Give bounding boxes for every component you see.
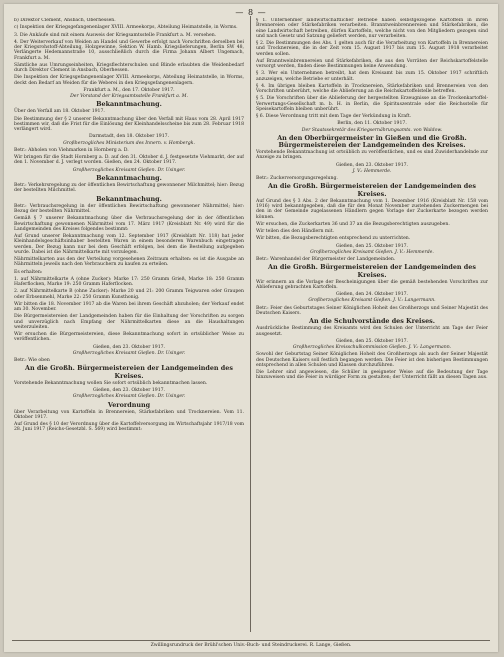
page-number: — 8 — — [235, 8, 267, 17]
dateline: Gießen, den 25. Oktober 1917. — [336, 243, 408, 249]
paragraph: Die Lehrer sind angewiesen, die Schüler in geeigneter Weise auf die Bedeutung der Tage hinzuweisen und die Feier in würdiger Form zu gestalten; der Unterricht fällt an diesen Tagen aus. — [256, 370, 488, 381]
paragraph: Betr.: Verkehrsregelung zu der öffentlichen Bewirtschaftung gewonnener Milchmittel; hier: Bezug der bestellten Milchmittel. — [14, 183, 244, 194]
paragraph: b) Direktor Clement, Ansbach, Oberhessen. — [14, 18, 116, 23]
section-heading: An die Großh. Bürgermeistereien der Landgemeinden des Kreises. — [268, 182, 476, 198]
paragraph: Vorstehende Bekanntmachung wollen Sie sofort ortsüblich bekanntmachen lassen. — [14, 380, 208, 386]
dateline: Gießen, den 23. Oktober 1917. — [93, 388, 165, 394]
paragraph: § 2. Die Bestimmungen des Abs. 1 gelten auch für die Verarbeitung von Kartoffeln in Brennereien und Trocknereien, die in der Zeit vom 15. August 1917 bis zum 15. August 1918 verarbeitet werden sollen. — [256, 41, 488, 57]
paragraph: Auf Grund des § 10 der Verordnung über die Kartoffelversorgung im Wirtschaftsjahr 1917/18 vom 28. Juni 1917 (Reichs-Gesetzbl. S. 569) wird bestimmt: — [14, 422, 244, 433]
paragraph: Betr.: Verbrauchsregelung in der öffentlichen Bewirtschaftung gewonnener Nährmittel; hier: Bezug der bestellten Nährmittel. — [14, 203, 244, 215]
paragraph: § 3. Wer ein Unternehmen betreibt, hat dem Kreisamt bis zum 15. Oktober 1917 schriftlich anzuzeigen, welche Betriebe er unterhält. — [256, 71, 488, 82]
paragraph: Ausdrückliche Bestimmung des Kreisamts wird den Schulen der Unterricht am Tage der Feier ausgesetzt. — [256, 326, 488, 337]
paragraph: Die Bürgermeistereien der Landgemeinden haben für die Einhaltung der Vorschriften zu sorgen und unverzüglich nach Empfang der Nährmittelkarten diese an die Haushaltungen weiterzuleiten. — [14, 314, 244, 330]
paragraph: Die Inspektion der Kriegsgefangenenlager XVIII. Armeekorps, Abteilung Heimatstelle, in Worms, deckt den Bedarf an Weiden für die Weberei in den Kriegsgefangenenlagern. — [14, 75, 244, 86]
dateline: Frankfurt a. M., den 17. Oktober 1917. — [83, 87, 175, 93]
paragraph: Vorstehende Bekanntmachung ist ortsüblich zu veröffentlichen, und es sind Zuwiderhandelnde zur Anzeige zu bringen. — [256, 150, 488, 161]
paragraph: § 4. Im übrigen bleiben Kartoffeln in Trocknereien, Stärkefabriken und Brennereien von den Vorschriften unberührt, welche die Ablieferung an die Reichskartoffelstelle betreffen. — [256, 83, 488, 94]
signature: J. V.: Hemmerde. — [352, 168, 392, 174]
paragraph: Auf Grund des § 3 Abs. 2 der Bekanntmachung vom 1. Dezember 1916 (Kreisblatt Nr. 158 vom 1916) wird bekanntgegeben, daß die für den Monat November zustehenden Zuckermengen bei den in der Gemeinde zugelassenen Händlern gegen Vorlage der Zuckerkarte bezogen werden können. — [256, 198, 488, 220]
paragraph: Wir ersuchen, die Zuckerkarten 36 und 37 an die Bezugsberechtigten auszugeben. — [256, 221, 450, 227]
dateline: Berlin, den 11. Oktober 1917. — [337, 121, 407, 127]
paragraph: Sämtliche aus Umrungseinheiten, Kriegsflechterschulen und Blinde erlaubten die Weidenbedarf durch Direktor Clement in Ansbach, Oberhessen. — [14, 62, 244, 73]
paragraph: Betr.: Warenhandel der Bürgermeister der Landgemeinden. — [256, 257, 396, 263]
paragraph: Wir erinnern an die Vorlage der Bescheinigungen über die gemäß bestehenden Vorschriften zur Ablieferung gebrachten Kartoffeln. — [256, 279, 488, 290]
signature: Großherzogliches Ministerium des Innern. v. Hombergk. — [63, 140, 195, 146]
paragraph: Auf Grund unserer Bekanntmachung vom 12. September 1917 (Kreisblatt Nr. 118) hat jeder Kleinhandelsgeschäftsinhaber bestellten Waren in einem besonderen Warenbuch eingetragen werden. Der Bezug kann nur bei dem Geschäft erfolgen, bei dem die Bestellung aufgegeben wurde. Dabei ist die Nährmittelkarte mit vorzulegen. — [14, 234, 244, 255]
section-heading: Bekanntmachung. — [96, 100, 162, 109]
paragraph: über Verarbeitung von Kartoffeln in Brennereien, Stärkefabriken und Trocknereien. Vom 11. Oktober 1917. — [14, 409, 244, 420]
paragraph: Gemäß § 7 unserer Bekanntmachung über die Verbrauchsregelung der in der öffentlichen Bewirtschaftung gewonnenen Nährmittel vom 17. März 1917 (Kreisblatt Nr. 49) wird für die Landgemeinden des Kreises folgendes bestimmt: — [14, 216, 244, 232]
signature: Großherzogliches Kreisamt Gießen. Dr. Usinger. — [72, 167, 186, 173]
dateline: Gießen, den 23. Oktober 1917. — [93, 344, 165, 350]
section-heading: An den Oberbürgermeister in Gießen und die Großh. Bürgermeistereien der Landgemeinden des Kreises. — [277, 133, 467, 149]
printer-imprint: Zwillingsrundruck der Brühl'schen Univ.-Buch- und Steindruckerei. R. Lange, Gießen. — [12, 640, 490, 648]
paragraph: Es erhalten: — [14, 269, 43, 275]
paragraph: § 5. Die Vorschriften über die Ablieferung der hergestellten Erzeugnisse an die Trockenkartoffel-Verwertungs-Gesellschaft m. b. H. in Berlin, die Spirituszentrale oder die Reichsstelle für Speisekartoffeln bleiben unberührt. — [256, 96, 488, 112]
signature: Der Vorstand der Kriegsamtsstelle Frankfurt a. M. — [70, 94, 188, 99]
section-heading: Bekanntmachung. — [96, 194, 162, 203]
dateline: Gießen, den 23. Oktober 1917. — [336, 162, 408, 168]
paragraph: Nährmittelkarten aus den der Verteilung vorgesehenen Zeitraum erhalten: es ist die Ausgabe an Nährmitteln jeweils nach den Verbrauchern zu kaufen zu erteilen. — [14, 257, 244, 268]
paragraph: Wir bitten, die Bezugsberechtigten entsprechend zu unterrichten. — [256, 236, 411, 242]
paragraph: Die Bestimmung der § 2 unserer Bekanntmachung über den Verfall mit Haus vom 28. April 1917 bestimmen wir, daß die Frist für die Einlösung der Kleinhandelsscheine bis zum 28. Februar 1918 verlängert wird. — [14, 116, 244, 133]
dateline: Gießen, den 25. Oktober 1917. — [336, 338, 408, 344]
section-heading: Verordnung — [107, 400, 151, 409]
section-heading: An die Großh. Bürgermeistereien der Landgemeinden des Kreises. — [25, 364, 233, 380]
right-column — [256, 18, 488, 630]
signature: Großherzogliches Kreisamt Gießen. Dr. Usinger. — [72, 394, 186, 400]
signature: Großherzogliches Kreisamt Gießen. J. V.: Langermann. — [308, 298, 436, 304]
paragraph: Wir ersuchen die Bürgermeistereien, diese Bekanntmachung sofort in ortsüblicher Weise zu veröffentlichen. — [14, 332, 244, 343]
paragraph: Wir bitten die 18. November 1917 ab die Waren bei ihrem Geschäft abzuholen; der Verkauf endet am 30. November. — [14, 301, 244, 313]
dateline: Darmstadt, den 18. Oktober 1917. — [88, 134, 170, 140]
paragraph: Betr.: Wie oben — [14, 358, 50, 364]
newspaper-page — [4, 4, 498, 652]
paragraph: 4. Der Weiterverkauf von Weiden an Handel und Gewerbe erfolgt nach Vorschriften derselben bei der Kriegsrohstoff-Abteilung, Holzgewinne, Sektion W. Hamb. Kriegslieferungen, Berlin SW 48, Verlängerte Hedemannstraße 10, ausschließlich durch die Firma Johann Albert Ungemach, Frankfurt a. M. — [14, 39, 244, 61]
paragraph: Betr.: Feier des Geburtstages Seiner Königlichen Hoheit des Großherzogs und Seiner Majestät des Deutschen Kaisers. — [256, 305, 488, 316]
signature: Großherzogliches Kreisamt Gießen. Dr. Usinger. — [72, 350, 186, 356]
section-heading: Bekanntmachung. — [96, 173, 162, 182]
section-heading: An die Schulvorstände des Kreises. — [309, 317, 435, 326]
paragraph: 1. auf Nährmittelkarte A (ohne Zucker): Marke 17: 250 Gramm Grieß, Marke 18: 250 Gramm Haferflocken, Marke 19: 250 Gramm Haferflocken. — [14, 276, 244, 288]
paragraph: Betr.: Zuckerversorgungsregelung. — [256, 176, 338, 182]
paragraph: 3. Die Ankäufe sind mit einem Ausweis der Kriegsamtsstelle Frankfurt a. M. versehen. — [14, 32, 217, 38]
paragraph: c) Inspektion der Kriegsgefangenenlager XVIII. Armeekorps, Abteilung Heimatstelle, in Worms. — [14, 25, 238, 31]
left-column — [14, 18, 244, 630]
dateline: Gießen, den 24. Oktober 1917. — [336, 292, 408, 298]
paragraph: Wir teilen dies den Händlern mit. — [256, 229, 335, 235]
paragraph: Wir bringen für die Stadt Hornberg a. D. auf den 31. Oktober d. J. festgesetzte Viehmarkt, der auf den 1. November d. J. verlegt worden. Gießen, den 24. Oktober 1917. — [14, 155, 244, 166]
section-heading: An die Großh. Bürgermeistereien der Landgemeinden des Kreises. — [268, 263, 476, 279]
paragraph: Betr.: Abholen von Viehmarken in Hornberg a. D. — [14, 147, 129, 153]
paragraph: Auf Branntweinbrennereien und Stärkefabriken, die aus den Vorräten der Reichskartoffelstelle versorgt werden, finden diese Bestimmungen keine Anwendung. — [256, 58, 488, 69]
signature: Großherzogliches Kreisschulkommission Gießen. J. V.: Langermann. — [292, 345, 452, 351]
paragraph: Über den Verfall am 18. Oktober 1917. — [14, 109, 105, 115]
paragraph: § 1. Unternehmer landwirtschaftlicher Betriebe haben selbstgezogene Kartoffeln in ihren Brennereien oder Stärkefabriken verarbeiten. Branntweinbrennereien und Stärkefabriken, die eine Landwirtschaft betreiben, dürfen Kartoffeln, welche nicht von den Mitgliedern gezogen sind und nach Gesetz und Satzung geliefert werden, nur verarbeiten. — [256, 18, 488, 39]
paragraph: Sowohl der Geburtstag Seiner Königlichen Hoheit des Großherzogs als auch der Seiner Majestät des Deutschen Kaisers soll festlich begangen werden. Die Feier ist den bisherigen Bestimmungen entsprechend in allen Schulen und Klassen durchzuführen. — [256, 352, 488, 368]
paragraph: 2. auf Nährmittelkarte B (ohne Zucker): Marke 20 und 21: 200 Gramm Teigwaren oder Graupen oder Erbsenmehl, Marke 22: 250 Gramm Kunsthonig. — [14, 289, 244, 300]
paragraph: § 6. Diese Verordnung tritt mit dem Tage der Verkündung in Kraft. — [256, 114, 412, 119]
signature: Der Staatssekretär des Kriegsernährungsamts. von Waldow. — [301, 127, 443, 133]
signature: Großherzogliches Kreisamt Gießen. J. V.: Hemmerde. — [310, 249, 434, 255]
column-divider — [250, 16, 251, 632]
